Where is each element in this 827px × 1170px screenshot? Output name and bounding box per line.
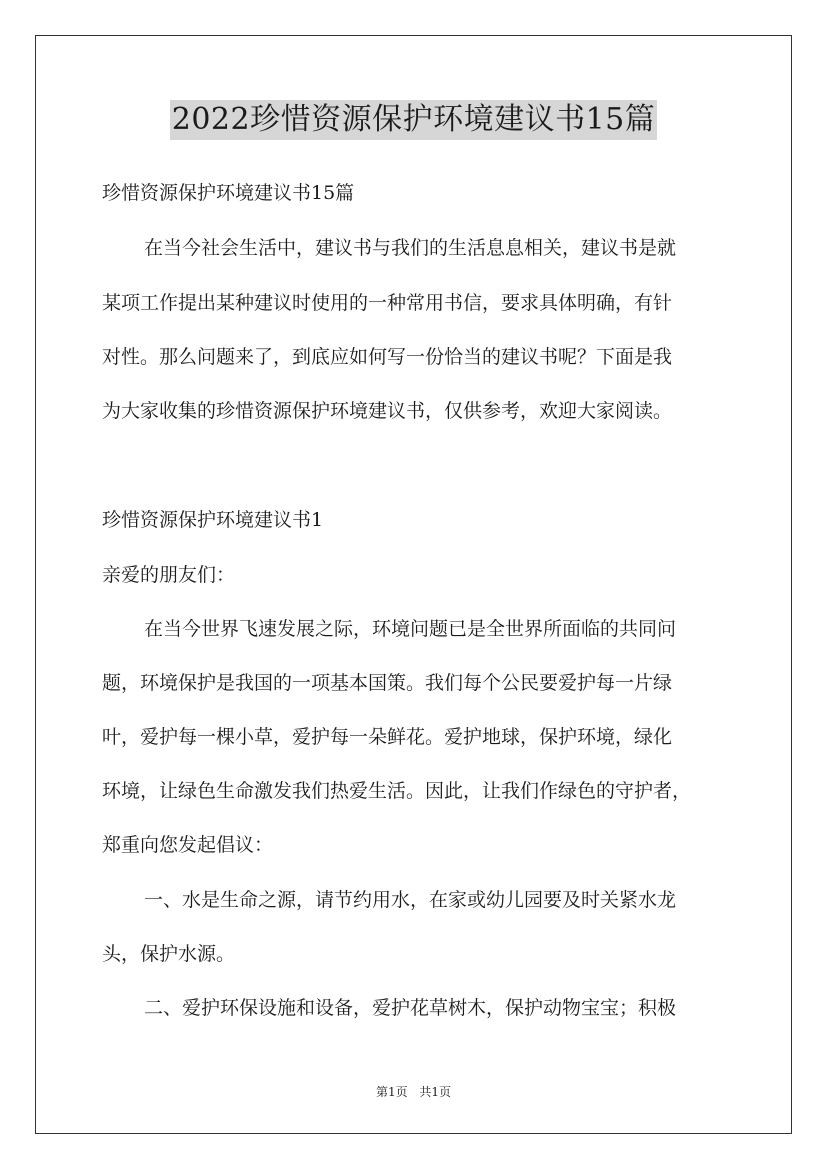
section-heading: 珍惜资源保护环境建议书1 [102, 509, 324, 531]
page-number: 第1页 [375, 1085, 408, 1099]
paragraph-line: 郑重向您发起倡议： [102, 834, 274, 856]
paragraph-line: 在当今社会生活中，建议书与我们的生活息息相关，建议书是就 [144, 237, 677, 259]
paragraph-line: 某项工作提出某种建议时使用的一种常用书信，要求具体明确，有针 [102, 292, 673, 314]
subtitle-line: 珍惜资源保护环境建议书15篇 [102, 182, 355, 204]
paragraph-line: 叶，爱护每一棵小草，爱护每一朵鲜花。爱护地球，保护环境，绿化 [102, 726, 673, 748]
paragraph-line: 题，环境保护是我国的一项基本国策。我们每个公民要爱护每一片绿 [102, 672, 673, 694]
paragraph-line: 为大家收集的珍惜资源保护环境建议书，仅供参考，欢迎大家阅读。 [102, 400, 673, 422]
salutation-line: 亲爱的朋友们： [102, 564, 236, 586]
paragraph-line: 环境，让绿色生命激发我们热爱生活。因此，让我们作绿色的守护者， [102, 780, 692, 802]
page-total: 共1页 [419, 1085, 452, 1099]
paragraph-line: 对性。那么问题来了，到底应如何写一份恰当的建议书呢？下面是我 [102, 346, 673, 368]
paragraph-line: 头，保护水源。 [102, 943, 236, 965]
document-title: 2022珍惜资源保护环境建议书15篇 [170, 100, 658, 140]
title-block [0, 100, 827, 140]
page-footer [0, 1083, 827, 1100]
paragraph-line: 一、水是生命之源，请节约用水，在家或幼儿园要及时关紧水龙 [144, 889, 677, 911]
paragraph-line: 二、爱护环保设施和设备，爱护花草树木，保护动物宝宝；积极 [144, 997, 677, 1019]
paragraph-line: 在当今世界飞速发展之际，环境问题已是全世界所面临的共同问 [144, 618, 677, 640]
